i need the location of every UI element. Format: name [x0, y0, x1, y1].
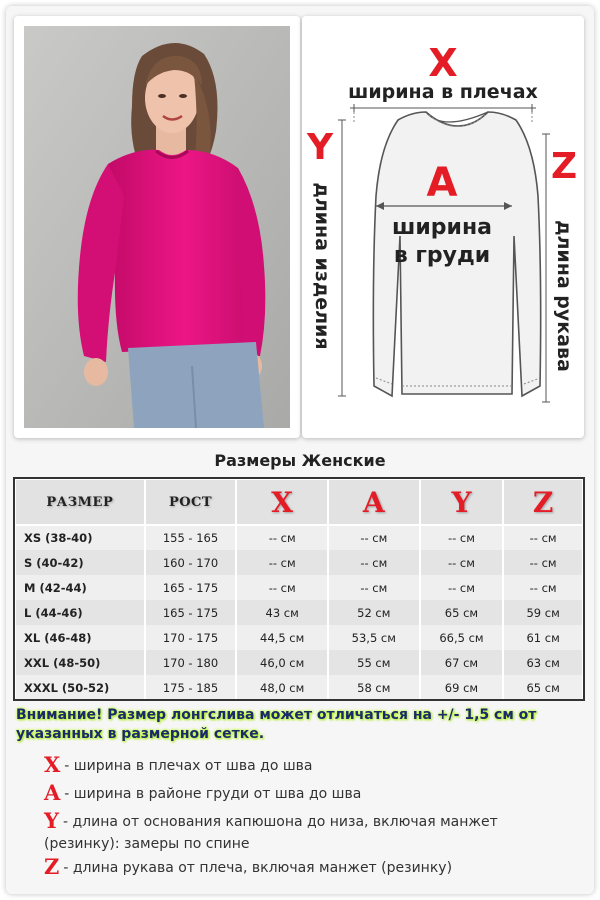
legend-letter-x: X — [44, 752, 61, 777]
cell-a: 53,5 см — [328, 625, 420, 650]
table-row — [15, 575, 583, 600]
product-photo — [24, 26, 290, 428]
y-letter: Y — [306, 127, 334, 168]
size-table — [14, 478, 584, 700]
cell-a: -- см — [328, 550, 420, 575]
cell-x: -- см — [236, 575, 328, 600]
a-label-line-2: в груди — [393, 243, 491, 268]
cell-size: XL (46-48) — [15, 625, 145, 650]
cell-a: 55 см — [328, 650, 420, 675]
y-label: длина изделия — [311, 182, 333, 350]
size-table-header-row — [15, 479, 583, 525]
header-height: РОСТ — [145, 479, 237, 525]
cell-height: 175 - 185 — [145, 675, 237, 700]
cell-z: -- см — [503, 525, 583, 550]
legend-text-x: - ширина в плечах от шва до шва — [64, 758, 313, 774]
table-row — [15, 675, 583, 700]
cell-x: 46,0 см — [236, 650, 328, 675]
header-z: Z — [503, 479, 583, 525]
legend-text-z: - длина рукава от плеча, включая манжет (резинку) — [63, 860, 453, 876]
legend-letter-y: Y — [44, 808, 59, 833]
x-label: ширина в плечах — [348, 81, 538, 103]
cell-z: -- см — [503, 550, 583, 575]
cell-y: 66,5 см — [420, 625, 504, 650]
legend-letter-z: Z — [44, 854, 60, 879]
cell-z: 65 см — [503, 675, 583, 700]
cell-height: 170 - 175 — [145, 625, 237, 650]
cell-x: -- см — [236, 525, 328, 550]
cell-height: 165 - 175 — [145, 575, 237, 600]
header-a: A — [328, 479, 420, 525]
header-size: РАЗМЕР — [15, 479, 145, 525]
product-photo-card — [14, 16, 300, 438]
cell-height: 160 - 170 — [145, 550, 237, 575]
cell-y: 67 см — [420, 650, 504, 675]
cell-size: M (42-44) — [15, 575, 145, 600]
table-row — [15, 550, 583, 575]
table-row — [15, 625, 583, 650]
legend-item-y — [44, 810, 544, 855]
a-label-line-1: ширина — [392, 215, 492, 240]
x-letter: X — [428, 41, 458, 85]
header-x: X — [236, 479, 328, 525]
table-row — [15, 650, 583, 675]
cell-x: 44,5 см — [236, 625, 328, 650]
cell-height: 170 - 180 — [145, 650, 237, 675]
cell-x: 48,0 см — [236, 675, 328, 700]
cell-size: XXXL (50-52) — [15, 675, 145, 700]
legend-item-a — [44, 782, 361, 805]
cell-a: 58 см — [328, 675, 420, 700]
cell-z: -- см — [503, 575, 583, 600]
header-y: Y — [420, 479, 504, 525]
cell-z: 61 см — [503, 625, 583, 650]
cell-y: -- см — [420, 525, 504, 550]
cell-height: 155 - 165 — [145, 525, 237, 550]
cell-size: S (40-42) — [15, 550, 145, 575]
cell-z: 59 см — [503, 600, 583, 625]
cell-z: 63 см — [503, 650, 583, 675]
cell-size: XS (38-40) — [15, 525, 145, 550]
cell-x: 43 см — [236, 600, 328, 625]
size-table-title: Размеры Женские — [214, 451, 386, 470]
z-label: длина рукава — [553, 220, 575, 372]
cell-height: 165 - 175 — [145, 600, 237, 625]
cell-y: 69 см — [420, 675, 504, 700]
cell-size: XXL (48-50) — [15, 650, 145, 675]
measurement-diagram-card — [302, 16, 584, 438]
legend-letter-a: A — [44, 780, 61, 805]
cell-a: -- см — [328, 575, 420, 600]
legend-item-z — [44, 856, 452, 879]
legend-text-y: - длина от основания капюшона до низа, включая манжет (резинку): замеры по спине — [44, 814, 498, 852]
cell-x: -- см — [236, 550, 328, 575]
a-letter: A — [426, 160, 458, 206]
cell-size: L (44-46) — [15, 600, 145, 625]
table-row — [15, 600, 583, 625]
cell-y: -- см — [420, 550, 504, 575]
cell-y: -- см — [420, 575, 504, 600]
cell-a: -- см — [328, 525, 420, 550]
measurement-diagram — [302, 16, 584, 438]
legend-text-a: - ширина в районе груди от шва до шва — [64, 786, 362, 802]
model-photo-illustration — [24, 26, 290, 428]
cell-y: 65 см — [420, 600, 504, 625]
z-letter: Z — [550, 146, 578, 187]
cell-a: 52 см — [328, 600, 420, 625]
legend-item-x — [44, 754, 312, 777]
size-tolerance-notice: Внимание! Размер лонгслива может отличаться на +/- 1,5 см от указанных в размерной сетке. — [16, 707, 537, 742]
table-row — [15, 525, 583, 550]
